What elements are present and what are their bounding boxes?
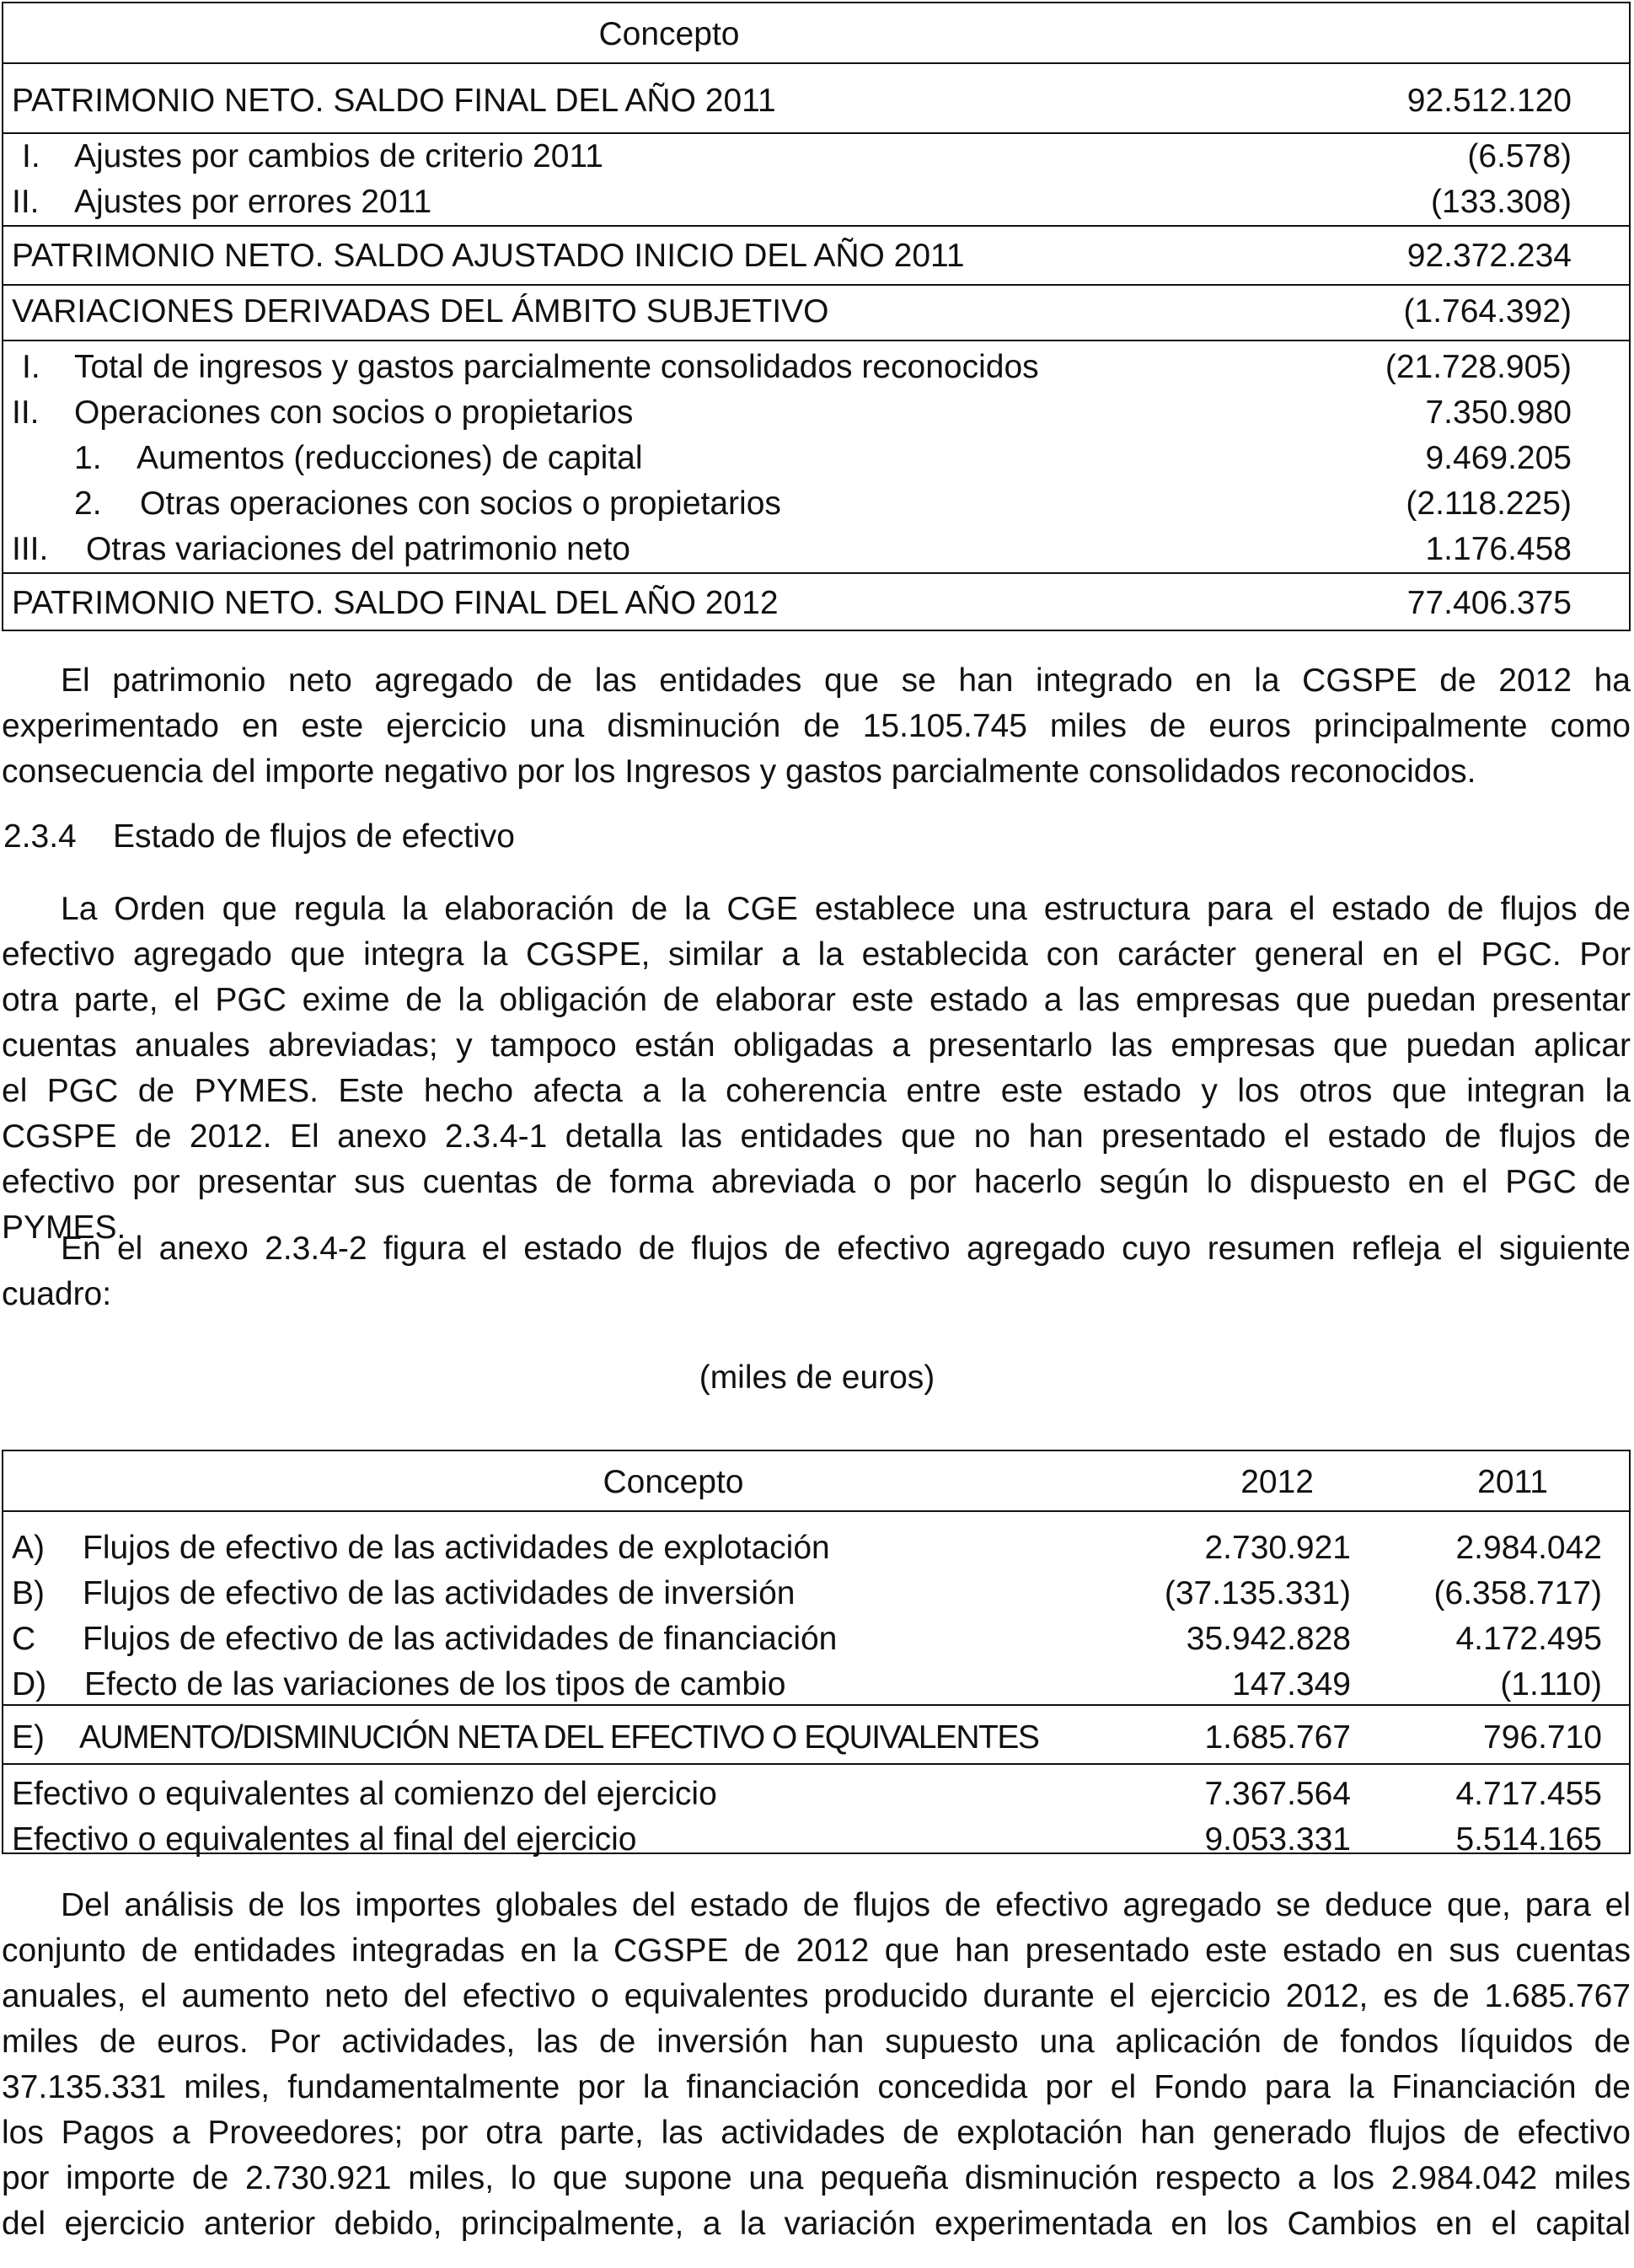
- divider: [3, 340, 1629, 341]
- value-2012: 2.730.921: [1204, 1530, 1351, 1566]
- divider: [3, 284, 1629, 286]
- row-label: Flujos de efectivo de las actividades de explotación: [83, 1530, 830, 1566]
- value-2012: 35.942.828: [1186, 1621, 1351, 1657]
- table-row: [3, 1525, 1629, 1571]
- row-number: D): [12, 1666, 47, 1702]
- row-number: E): [12, 1719, 45, 1756]
- table-header-2011: 2011: [1477, 1464, 1548, 1500]
- table-row: [3, 1571, 1629, 1617]
- table-row: [3, 581, 1629, 626]
- row-value: (1.764.392): [1403, 293, 1572, 330]
- table-row: [3, 1662, 1629, 1708]
- value-2011: 2.984.042: [1455, 1530, 1602, 1566]
- value-2012: 1.685.767: [1204, 1719, 1351, 1756]
- value-2012: (37.135.331): [1164, 1575, 1351, 1611]
- table-row: [3, 481, 1629, 527]
- divider: [3, 572, 1629, 574]
- table-row: [3, 1772, 1629, 1817]
- row-value: 92.372.234: [1406, 238, 1572, 274]
- row-label: Otras operaciones con socios o propietarios: [140, 485, 781, 522]
- row-value: 1.176.458: [1425, 531, 1572, 567]
- row-value: (21.728.905): [1385, 349, 1572, 385]
- row-value: (2.118.225): [1406, 485, 1572, 522]
- value-2011: (1.110): [1500, 1666, 1602, 1702]
- value-2012: 9.053.331: [1204, 1821, 1351, 1858]
- row-number: I.: [22, 138, 40, 174]
- value-2011: (6.358.717): [1433, 1575, 1602, 1611]
- row-label: Efecto de las variaciones de los tipos de cambio: [84, 1666, 786, 1702]
- row-number: 2.: [74, 485, 102, 522]
- table-row: [3, 78, 1629, 124]
- row-label: Ajustes por cambios de criterio 2011: [74, 138, 603, 174]
- table-row: [3, 1817, 1629, 1863]
- table-header-concept: Concepto: [598, 16, 740, 52]
- row-label: PATRIMONIO NETO. SALDO FINAL DEL AÑO 2011: [12, 83, 776, 119]
- value-2011: 796.710: [1483, 1719, 1602, 1756]
- divider: [3, 225, 1629, 227]
- paragraph: Del análisis de los importes globales del estado de flujos de efectivo agregado se deduce que, para el conjunto de entidades integradas en la CGSPE de 2012 que han presentado este estado en sus cuentas anuales, el aumento neto del efectivo o equivalentes producido durante el ejercicio 2012, es de 1.685.767 miles de euros. Por actividades, las de inversión han supuesto una aplicación de fondos líquidos de 37.135.331 miles, fundamentalmente por la financiación concedida por el Fondo para la Financiación de los Pagos a Proveedores; por otra parte, las actividades de explotación han generado flujos de efectivo por importe de 2.730.921 miles, lo que supone una pequeña disminución respecto a los 2.984.042 miles del ejercicio anterior debido, principalmente, a la variación experimentada en los Cambios en el capital: [2, 1887, 1631, 2242]
- row-number: B): [12, 1575, 45, 1611]
- table-header-2012: 2012: [1240, 1464, 1314, 1500]
- row-number: II.: [12, 394, 40, 431]
- table-row: [3, 527, 1629, 572]
- divider: [3, 62, 1629, 64]
- row-value: 77.406.375: [1406, 585, 1572, 621]
- section-title: Estado de flujos de efectivo: [113, 818, 515, 855]
- value-2011: 5.514.165: [1455, 1821, 1602, 1858]
- table-header-concept: Concepto: [603, 1464, 744, 1500]
- value-2012: 147.349: [1232, 1666, 1351, 1702]
- row-label: Efectivo o equivalentes al final del ejercicio: [12, 1821, 637, 1858]
- paragraph: En el anexo 2.3.4-2 figura el estado de flujos de efectivo agregado cuyo resumen refleja el siguiente cuadro:: [2, 1231, 1631, 1312]
- row-value: 9.469.205: [1425, 440, 1572, 476]
- row-label: Flujos de efectivo de las actividades de inversión: [83, 1575, 796, 1611]
- row-label: PATRIMONIO NETO. SALDO FINAL DEL AÑO 2012: [12, 585, 779, 621]
- row-label: Aumentos (reducciones) de capital: [137, 440, 643, 476]
- table-row: [3, 1715, 1629, 1761]
- table-row: [3, 1617, 1629, 1662]
- table-row: [3, 134, 1629, 180]
- table-row: [3, 289, 1629, 335]
- row-number: II.: [12, 184, 40, 220]
- table-row: [3, 180, 1629, 225]
- row-number: C: [12, 1621, 36, 1657]
- row-number: I.: [22, 349, 40, 385]
- value-2011: 4.717.455: [1455, 1776, 1602, 1812]
- divider: [3, 1763, 1629, 1765]
- row-value: 92.512.120: [1406, 83, 1572, 119]
- table-row: [3, 233, 1629, 279]
- row-label: PATRIMONIO NETO. SALDO AJUSTADO INICIO DEL AÑO 2011: [12, 238, 965, 274]
- row-number: A): [12, 1530, 45, 1566]
- row-label: Efectivo o equivalentes al comienzo del ejercicio: [12, 1776, 717, 1812]
- row-number: III.: [12, 531, 49, 567]
- value-2012: 7.367.564: [1204, 1776, 1351, 1812]
- equity-table: [2, 2, 1631, 631]
- cash-flow-table: [2, 1450, 1631, 1858]
- divider: [3, 1510, 1629, 1512]
- row-label: Flujos de efectivo de las actividades de financiación: [83, 1621, 838, 1657]
- paragraph: El patrimonio neto agregado de las entidades que se han integrado en la CGSPE de 2012 ha experimentado en este ejercicio una disminución de 15.105.745 miles de euros principalmente como consecuencia del importe negativo por los Ingresos y gastos parcialmente consolidados reconocidos.: [2, 662, 1631, 790]
- row-label: Otras variaciones del patrimonio neto: [86, 531, 630, 567]
- table-row: [3, 345, 1629, 390]
- divider: [3, 1704, 1629, 1706]
- value-2011: 4.172.495: [1455, 1621, 1602, 1657]
- row-label: VARIACIONES DERIVADAS DEL ÁMBITO SUBJETIVO: [12, 293, 829, 330]
- section-number: 2.3.4: [3, 818, 77, 855]
- table-row: [3, 436, 1629, 481]
- row-value: (133.308): [1431, 184, 1572, 220]
- row-label: AUMENTO/DISMINUCIÓN NETA DEL EFECTIVO O EQUIVALENTES: [79, 1719, 1039, 1756]
- paragraph: La Orden que regula la elaboración de la CGE establece una estructura para el estado de flujos de efectivo agregado que integra la CGSPE, similar a la establecida con carácter general en el PGC. Por otra parte, el PGC exime de la obligación de elaborar este estado a las empresas que puedan presentar cuentas anuales abreviadas; y tampoco están obligadas a presentarlo las empresas que puedan aplicar el PGC de PYMES. Este hecho afecta a la coherencia entre este estado y los otros que integran la CGSPE de 2012. El anexo 2.3.4-1 detalla las entidades que no han presentado el estado de flujos de efectivo por presentar sus cuentas de forma abreviada o por hacerlo según lo dispuesto en el PGC de PYMES.: [2, 891, 1631, 1246]
- row-number: 1.: [74, 440, 102, 476]
- table-row: [3, 390, 1629, 436]
- row-label: Ajustes por errores 2011: [74, 184, 432, 220]
- row-value: 7.350.980: [1425, 394, 1572, 431]
- row-label: Total de ingresos y gastos parcialmente consolidados reconocidos: [74, 349, 1039, 385]
- row-label: Operaciones con socios o propietarios: [74, 394, 634, 431]
- row-value: (6.578): [1467, 138, 1572, 174]
- units-caption: (miles de euros): [699, 1359, 935, 1396]
